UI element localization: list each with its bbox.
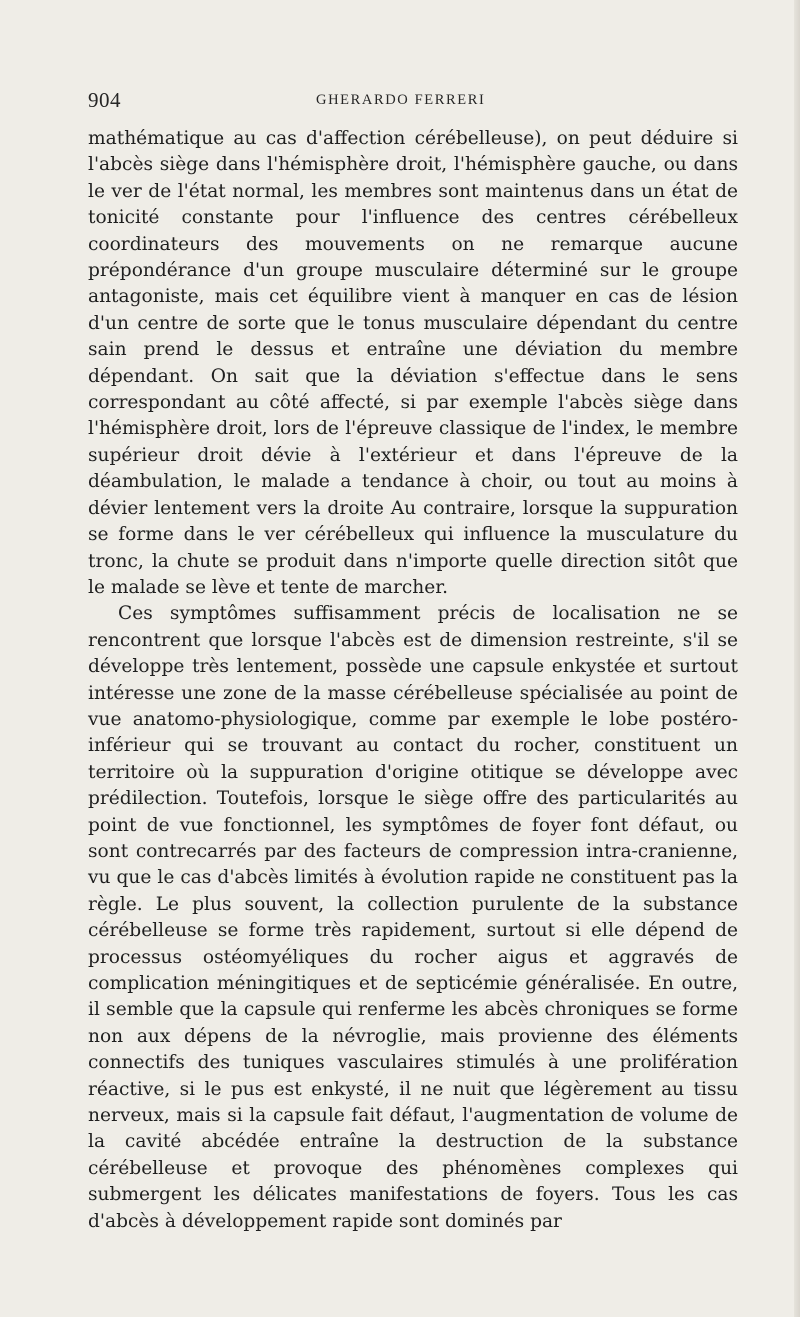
paragraph: mathématique au cas d'affection cérébelleuse), on peut déduire si l'abcès siège dans l'hémisphère droit, l'hémisphère gauche, ou dans le ver de l'état normal, les membres sont maintenus dans un état de tonicité constante pour l'influence des centres cérébelleux coordinateurs des mouvements on ne remarque aucune prépondérance d'un groupe musculaire déterminé sur le groupe antagoniste, mais cet équilibre vient à manquer en cas de lésion d'un centre de sorte que le tonus musculaire dépendant du centre sain prend le dessus et entraîne une déviation du membre dépendant. On sait que la déviation s'effectue dans le sens correspondant au côté affecté, si par exemple l'abcès siège dans l'hémisphère droit, lors de l'épreuve classique de l'index, le membre supérieur droit dévie à l'extérieur et dans l'épreuve de la déambulation, le malade a tendance à choir, ou tout au moins à dévier lentement vers la droite Au contraire, lorsque la suppuration se forme dans le ver cérébelleux qui influence la musculature du tronc, la chute se produit dans n'importe quelle direction sitôt que le malade se lève et tente de marcher. [88,128,738,598]
page-header [88,88,740,118]
body-text [88,126,738,1235]
running-head: GHERARDO FERRERI [316,92,486,108]
page-number: 904 [88,88,121,112]
page-edge [794,0,800,1317]
paragraph: Ces symptômes suffisamment précis de localisation ne se rencontrent que lorsque l'abcès est de dimension restreinte, s'il se développe très lentement, possède une capsule enkystée et surtout intéresse une zone de la masse cérébelleuse spécialisée au point de vue anatomo-physiologique, comme par exemple le lobe postéro-inférieur qui se trouvant au contact du rocher, constituent un territoire où la suppuration d'origine otitique se développe avec prédilection. Toutefois, lorsque le siège offre des particularités au point de vue fonctionnel, les symptômes de foyer font défaut, ou sont contrecarrés par des facteurs de compression intra-cranienne, vu que le cas d'abcès limités à évolution rapide ne constituent pas la règle. Le plus souvent, la collection purulente de la substance cérébelleuse se forme très rapidement, surtout si elle dépend de processus ostéomyéliques du rocher aigus et aggravés de complication méningitiques et de septicémie généralisée. En outre, il semble que la capsule qui renferme les abcès chroniques se forme non aux dépens de la névroglie, mais provienne des éléments connectifs des tuniques vasculaires stimulés à une prolifération réactive, si le pus est enkysté, il ne nuit que légèrement au tissu nerveux, mais si la capsule fait défaut, l'augmentation de volume de la cavité abcédée entraîne la destruction de la substance cérébelleuse et provoque des phénomènes complexes qui submergent les délicates manifestations de foyers. Tous les cas d'abcès à développement rapide sont dominés par [88,603,738,1232]
